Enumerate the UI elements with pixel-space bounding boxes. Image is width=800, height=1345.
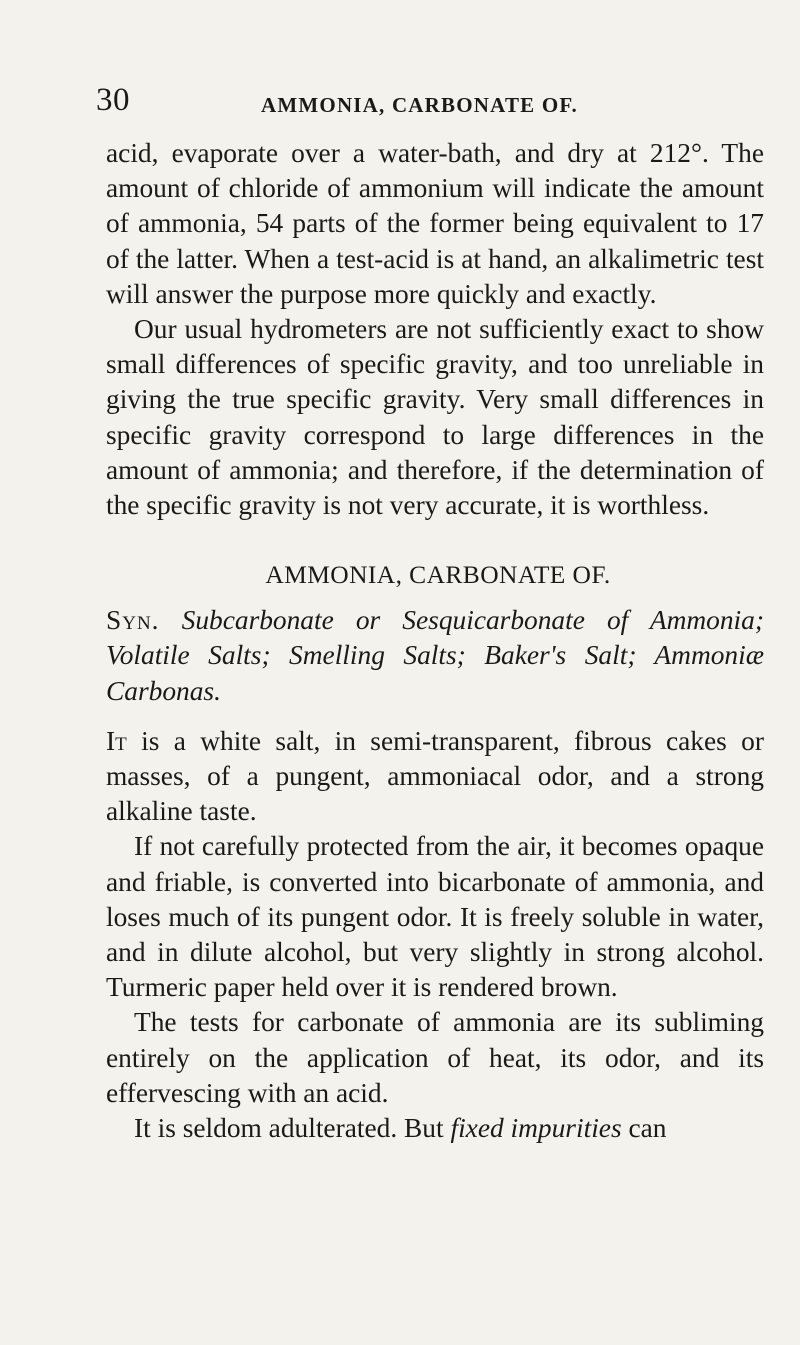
page-number: 30 bbox=[96, 82, 130, 118]
fixed-impurities-emphasis: fixed impurities bbox=[450, 1113, 622, 1144]
running-title: AMMONIA, CARBONATE OF. bbox=[261, 93, 578, 117]
paragraph-lead-word: It bbox=[106, 725, 127, 756]
body-text bbox=[106, 136, 764, 1146]
adulteration-text-end: can bbox=[621, 1113, 667, 1144]
paragraph-tests: The tests for carbonate of ammonia are its subliming entirely on the application of heat, its odor, and its effervescing with an acid. bbox=[106, 1007, 764, 1108]
synonyms-paragraph bbox=[106, 603, 764, 709]
paragraph-adulteration bbox=[106, 1111, 764, 1146]
synonyms-label: Syn. bbox=[106, 605, 160, 636]
paragraph-chloride-test: acid, evaporate over a water-bath, and dry at 212°. The amount of chloride of ammonium will indicate the amount of ammonia, 54 parts of the former being equivalent to 17 of the latter. When a test-acid is at hand, an alkalimetric test will answer the purpose more quickly and exactly. bbox=[106, 138, 764, 309]
adulteration-text-start: It is seldom adulterated. But bbox=[134, 1113, 451, 1144]
paragraph-description bbox=[106, 724, 764, 830]
section-heading: AMMONIA, CARBONATE OF. bbox=[265, 560, 611, 590]
running-head bbox=[96, 82, 758, 124]
paragraph-protection: If not carefully protected from the air, it becomes opaque and friable, is converted into bicarbonate of ammonia, and loses much of its pungent odor. It is freely soluble in water, and in dilute alcohol, but very slightly in strong alcohol. Turmeric paper held over it is rendered brown. bbox=[106, 831, 764, 1003]
paragraph-description-text: is a white salt, in semi-transparent, fibrous cakes or masses, of a pungent, ammoniacal odor, and a strong alkaline taste. bbox=[106, 725, 764, 827]
paragraph-hydrometers: Our usual hydrometers are not sufficiently exact to show small differences of specific gravity, and too unreliable in giving the true specific gravity. Very small differences in specific gravity correspond to large differences in the amount of ammonia; and therefore, if the determination of the specific gravity is not very accurate, it is worthless. bbox=[106, 314, 764, 521]
synonyms-list: Subcarbonate or Sesquicarbonate of Ammonia; Volatile Salts; Smelling Salts; Baker's Salt; Ammoniæ Carbonas. bbox=[106, 605, 764, 706]
